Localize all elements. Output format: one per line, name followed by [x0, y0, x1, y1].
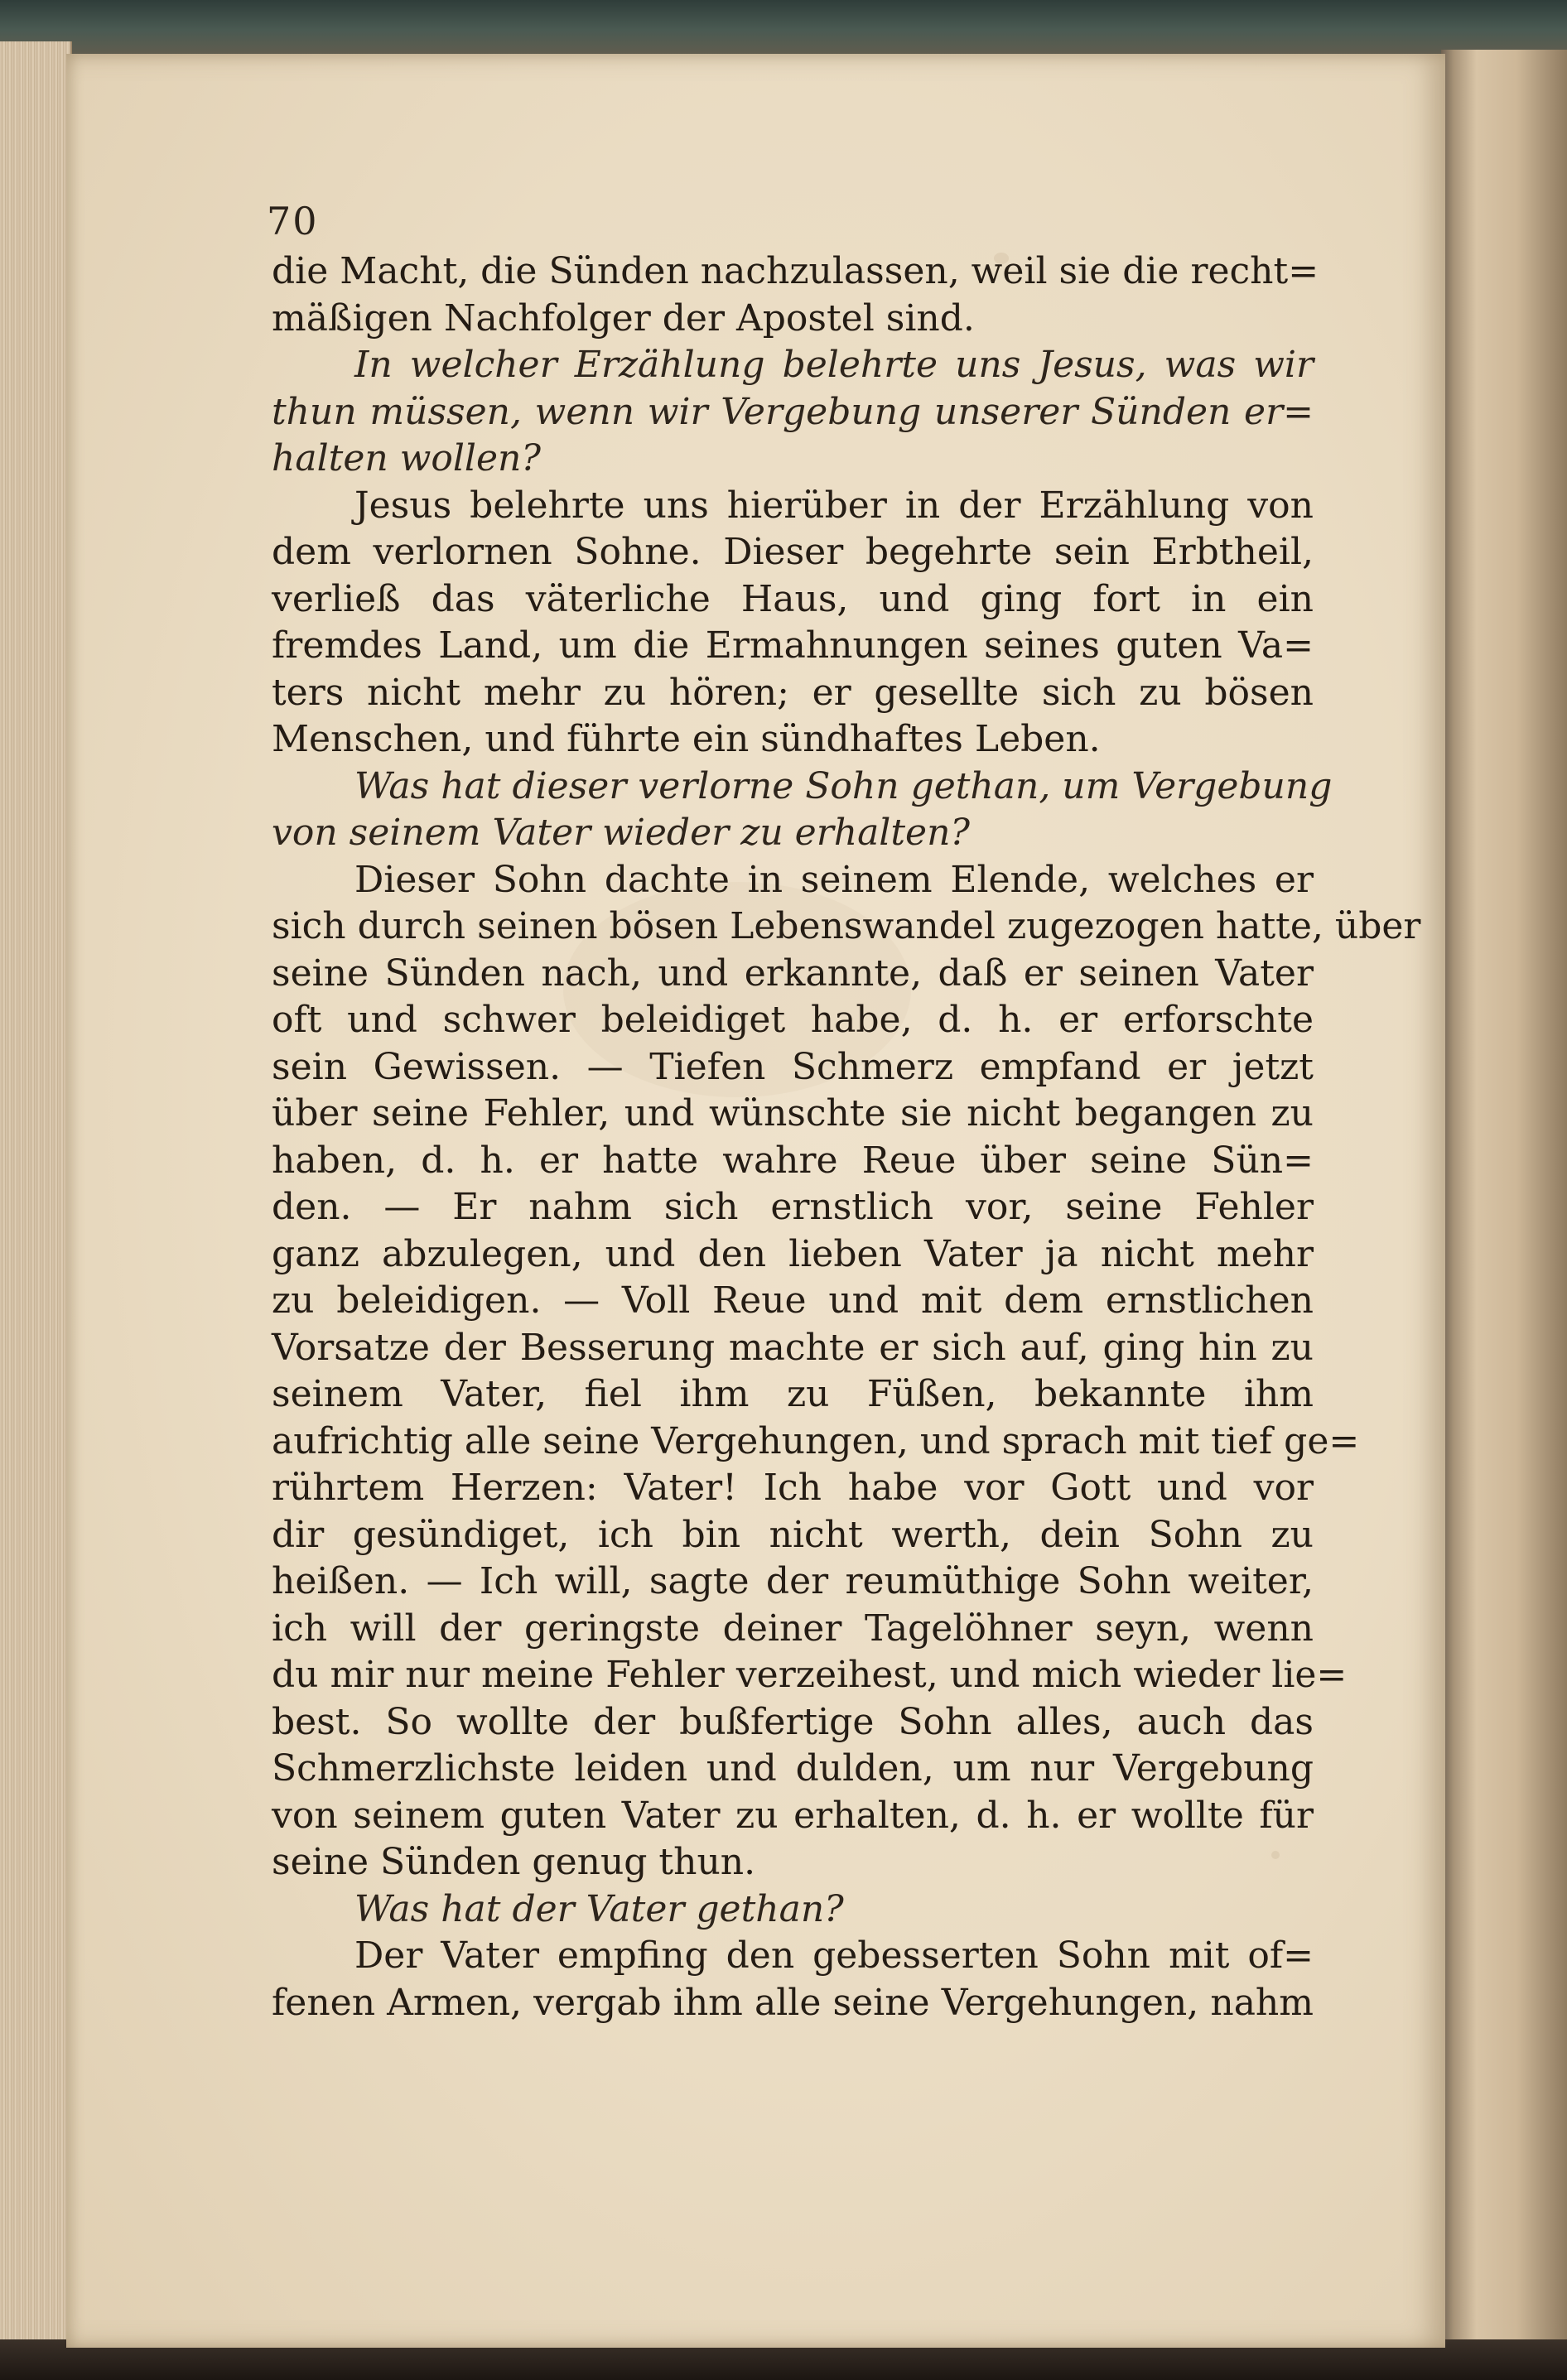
text-line: ich will der geringste deiner Tagelöhner seyn, wenn — [272, 1607, 1314, 1650]
text-line: Jesus belehrte uns hierüber in der Erzählung von — [354, 484, 1314, 527]
text-line: haben, d. h. er hatte wahre Reue über seine Sün= — [272, 1139, 1314, 1182]
text-line: Menschen, und führte ein sündhaftes Leben. — [272, 718, 1101, 760]
text-line: von seinem Vater wieder zu erhalten? — [272, 812, 971, 854]
text-line: sich durch seinen bösen Lebenswandel zugezogen hatte, über — [272, 905, 1421, 947]
text-line: heißen. — Ich will, sagte der reumüthige Sohn weiter, — [272, 1560, 1314, 1602]
text-line: halten wollen? — [272, 437, 541, 479]
text-line: seinem Vater, fiel ihm zu Füßen, bekannte ihm — [272, 1373, 1314, 1415]
text-line: du mir nur meine Fehler verzeihest, und mich wieder lie= — [272, 1654, 1348, 1696]
text-line: In welcher Erzählung belehrte uns Jesus, was wir — [354, 344, 1314, 386]
text-line: dir gesündiget, ich bin nicht werth, dein Sohn zu — [272, 1513, 1314, 1556]
book-right-edge — [1441, 50, 1567, 2380]
text-line: oft und schwer beleidiget habe, d. h. er erforschte — [272, 999, 1314, 1041]
page-number: 70 — [267, 199, 319, 243]
text-line: best. So wollte der bußfertige Sohn alles, auch das — [272, 1700, 1314, 1743]
text-line: seine Sünden nach, und erkannte, daß er seinen Vater — [272, 952, 1314, 995]
text-line: von seinem guten Vater zu erhalten, d. h. er wollte für — [272, 1794, 1314, 1837]
text-line: den. — Er nahm sich ernstlich vor, seine Fehler — [272, 1186, 1314, 1228]
text-line: Schmerzlichste leiden und dulden, um nur Vergebung — [272, 1747, 1314, 1790]
text-line: Was hat der Vater gethan? — [354, 1887, 844, 1930]
text-line: seine Sünden genug thun. — [272, 1841, 756, 1883]
text-line: fremdes Land, um die Ermahnungen seines guten Va= — [272, 624, 1314, 667]
page-text — [272, 248, 1421, 2026]
text-line: Was hat dieser verlorne Sohn gethan, um Vergebung — [354, 764, 1333, 807]
text-line: mäßigen Nachfolger der Apostel sind. — [272, 296, 975, 340]
text-line: ters nicht mehr zu hören; er gesellte sich zu bösen — [272, 671, 1314, 714]
text-line: ganz abzulegen, und den lieben Vater ja nicht mehr — [272, 1232, 1314, 1275]
text-line: rührtem Herzen: Vater! Ich habe vor Gott und vor — [272, 1467, 1314, 1509]
text-line: dem verlornen Sohne. Dieser begehrte sein Erbtheil, — [272, 531, 1314, 573]
text-line: zu beleidigen. — Voll Reue und mit dem ernstlichen — [272, 1279, 1314, 1322]
text-line: verließ das väterliche Haus, und ging fort in ein — [272, 577, 1314, 620]
text-line: Der Vater empfing den gebesserten Sohn mit of= — [354, 1934, 1314, 1977]
page-stack-left — [0, 41, 72, 2344]
text-line: die Macht, die Sünden nachzulassen, weil sie die recht= — [272, 250, 1319, 292]
text-line: thun müssen, wenn wir Vergebung unserer Sünden er= — [272, 390, 1314, 433]
text-line: Dieser Sohn dachte in seinem Elende, welches er — [354, 858, 1314, 901]
text-line: fenen Armen, vergab ihm alle seine Vergehungen, nahm — [272, 1981, 1314, 2024]
text-line: Vorsatze der Besserung machte er sich auf, ging hin zu — [272, 1326, 1314, 1369]
text-line: über seine Fehler, und wünschte sie nicht begangen zu — [272, 1092, 1314, 1135]
text-line: aufrichtig alle seine Vergehungen, und sprach mit tief ge= — [272, 1419, 1360, 1462]
text-line: sein Gewissen. — Tiefen Schmerz empfand er jetzt — [272, 1045, 1314, 1088]
